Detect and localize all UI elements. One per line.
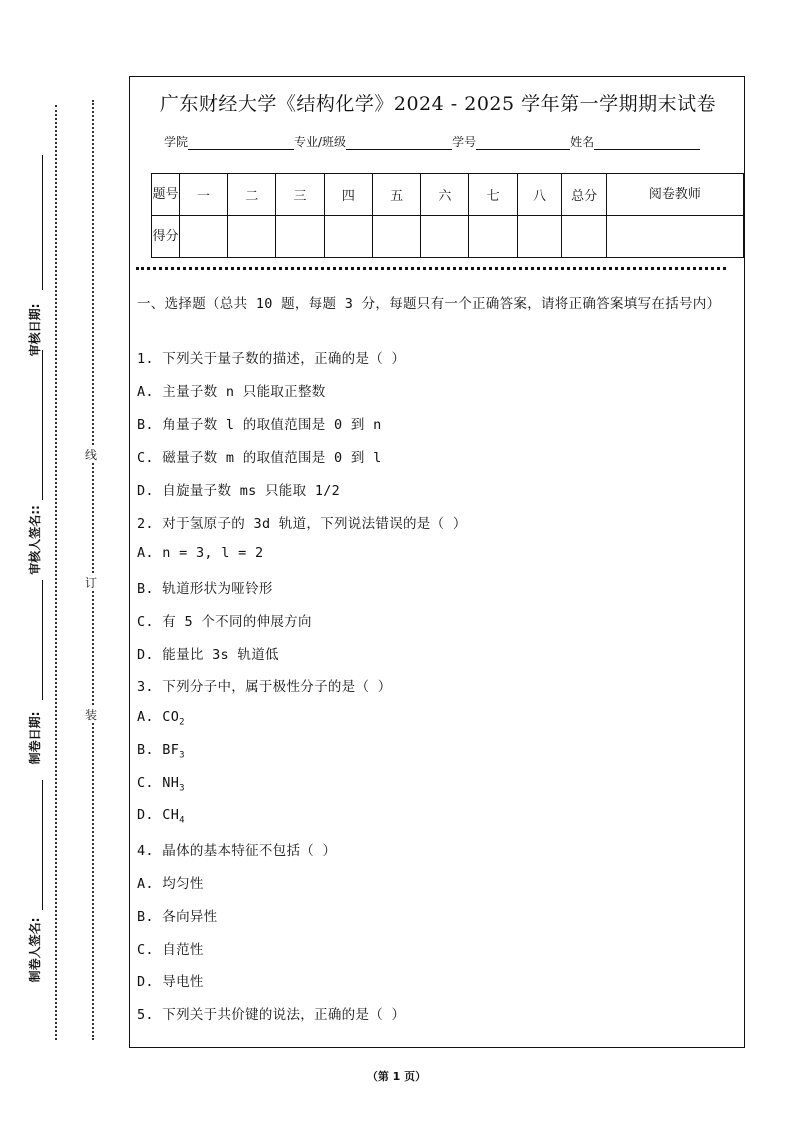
binding-char-xian: 线 — [85, 448, 98, 462]
grader-head: 阅卷教师 — [606, 174, 743, 216]
col-1: 一 — [179, 174, 227, 216]
exam-frame — [129, 76, 745, 1048]
total-head: 总分 — [562, 174, 607, 216]
q1-option-a: A. 主量子数 n 只能取正整数 — [137, 384, 326, 400]
score-cell-8[interactable] — [517, 216, 562, 258]
q3a-subscript: 2 — [179, 717, 185, 728]
col-7: 七 — [469, 174, 517, 216]
score-head: 得分 — [152, 216, 180, 258]
score-cell-1[interactable] — [179, 216, 227, 258]
maker-date-label: 制卷日期: — [27, 711, 42, 765]
score-table-score-row — [152, 216, 744, 258]
q3d-text: D. CH — [137, 807, 180, 823]
q3a-text: A. CO — [137, 709, 180, 725]
q4-option-d: D. 导电性 — [137, 974, 204, 990]
q4-option-a: A. 均匀性 — [137, 876, 204, 892]
q3-option-d — [137, 807, 185, 826]
score-cell-6[interactable] — [421, 216, 469, 258]
q1-option-c: C. 磁量子数 m 的取值范围是 0 到 l — [137, 450, 382, 466]
section-1-heading: 一、选择题（总共 10 题，每题 3 分，每题只有一个正确答案，请将正确答案填写在括号内） — [137, 296, 721, 312]
col-5: 五 — [372, 174, 420, 216]
q2-option-b: B. 轨道形状为哑铃形 — [137, 581, 273, 597]
college-field[interactable] — [188, 137, 294, 150]
binding-char-zhuang: 装 — [85, 708, 98, 722]
score-table — [151, 173, 744, 258]
col-8: 八 — [517, 174, 562, 216]
q3-option-c — [137, 775, 185, 794]
student-id-label: 学号 — [452, 135, 477, 149]
question-4: 4. 晶体的基本特征不包括（ ） — [137, 843, 337, 859]
score-cell-grader[interactable] — [606, 216, 743, 258]
question-2: 2. 对于氢原子的 3d 轨道，下列说法错误的是（ ） — [137, 516, 467, 532]
col-6: 六 — [421, 174, 469, 216]
exam-title: 广东财经大学《结构化学》2024 - 2025 学年第一学期期末试卷 — [159, 93, 717, 115]
q2-option-c: C. 有 5 个不同的伸展方向 — [137, 614, 312, 630]
q3c-subscript: 3 — [179, 783, 185, 794]
score-cell-4[interactable] — [324, 216, 372, 258]
q3d-subscript: 4 — [179, 815, 185, 826]
binding-dotted-line — [92, 100, 94, 1040]
col-2: 二 — [228, 174, 276, 216]
q1-option-d: D. 自旋量子数 ms 只能取 1/2 — [137, 483, 341, 499]
student-id-field[interactable] — [476, 137, 570, 150]
score-cell-7[interactable] — [469, 216, 517, 258]
maker-sign-label: 制卷人签名: — [27, 917, 42, 983]
question-3: 3. 下列分子中，属于极性分子的是（ ） — [137, 679, 392, 695]
reviewer-sign-line — [42, 350, 43, 500]
q1-option-b: B. 角量子数 l 的取值范围是 0 到 n — [137, 417, 382, 433]
q3c-text: C. NH — [137, 775, 180, 791]
q3b-text: B. BF — [137, 742, 180, 758]
reviewer-date-line — [42, 155, 43, 290]
name-field[interactable] — [594, 137, 700, 150]
major-field[interactable] — [346, 137, 452, 150]
binding-char-ding: 订 — [85, 576, 98, 590]
col-4: 四 — [324, 174, 372, 216]
score-cell-5[interactable] — [372, 216, 420, 258]
maker-sign-line — [42, 780, 43, 910]
q3-option-a — [137, 709, 185, 728]
page-number: （第 1 页） — [366, 1070, 427, 1083]
left-dotted-line — [55, 105, 57, 1040]
score-cell-total[interactable] — [562, 216, 607, 258]
q2-option-d: D. 能量比 3s 轨道低 — [137, 647, 279, 663]
q3b-subscript: 3 — [179, 750, 185, 761]
header-separator — [136, 267, 726, 270]
q2-option-a: A. n = 3, l = 2 — [137, 545, 264, 561]
reviewer-sign-label: 审核人签名:: — [27, 505, 42, 575]
question-1: 1. 下列关于量子数的描述，正确的是（ ） — [137, 351, 406, 367]
maker-date-line — [42, 580, 43, 700]
q4-option-c: C. 自范性 — [137, 942, 204, 958]
score-cell-3[interactable] — [276, 216, 324, 258]
student-info-row — [164, 133, 700, 150]
name-label: 姓名 — [570, 135, 595, 149]
score-cell-2[interactable] — [228, 216, 276, 258]
q4-option-b: B. 各向异性 — [137, 909, 218, 925]
col-3: 三 — [276, 174, 324, 216]
question-number-head: 题号 — [152, 174, 180, 216]
college-label: 学院 — [164, 135, 189, 149]
reviewer-date-label: 审核日期: — [27, 303, 42, 357]
score-table-header-row — [152, 174, 744, 216]
q3-option-b — [137, 742, 185, 761]
major-label: 专业/班级 — [294, 135, 347, 149]
question-5: 5. 下列关于共价键的说法，正确的是（ ） — [137, 1007, 406, 1023]
